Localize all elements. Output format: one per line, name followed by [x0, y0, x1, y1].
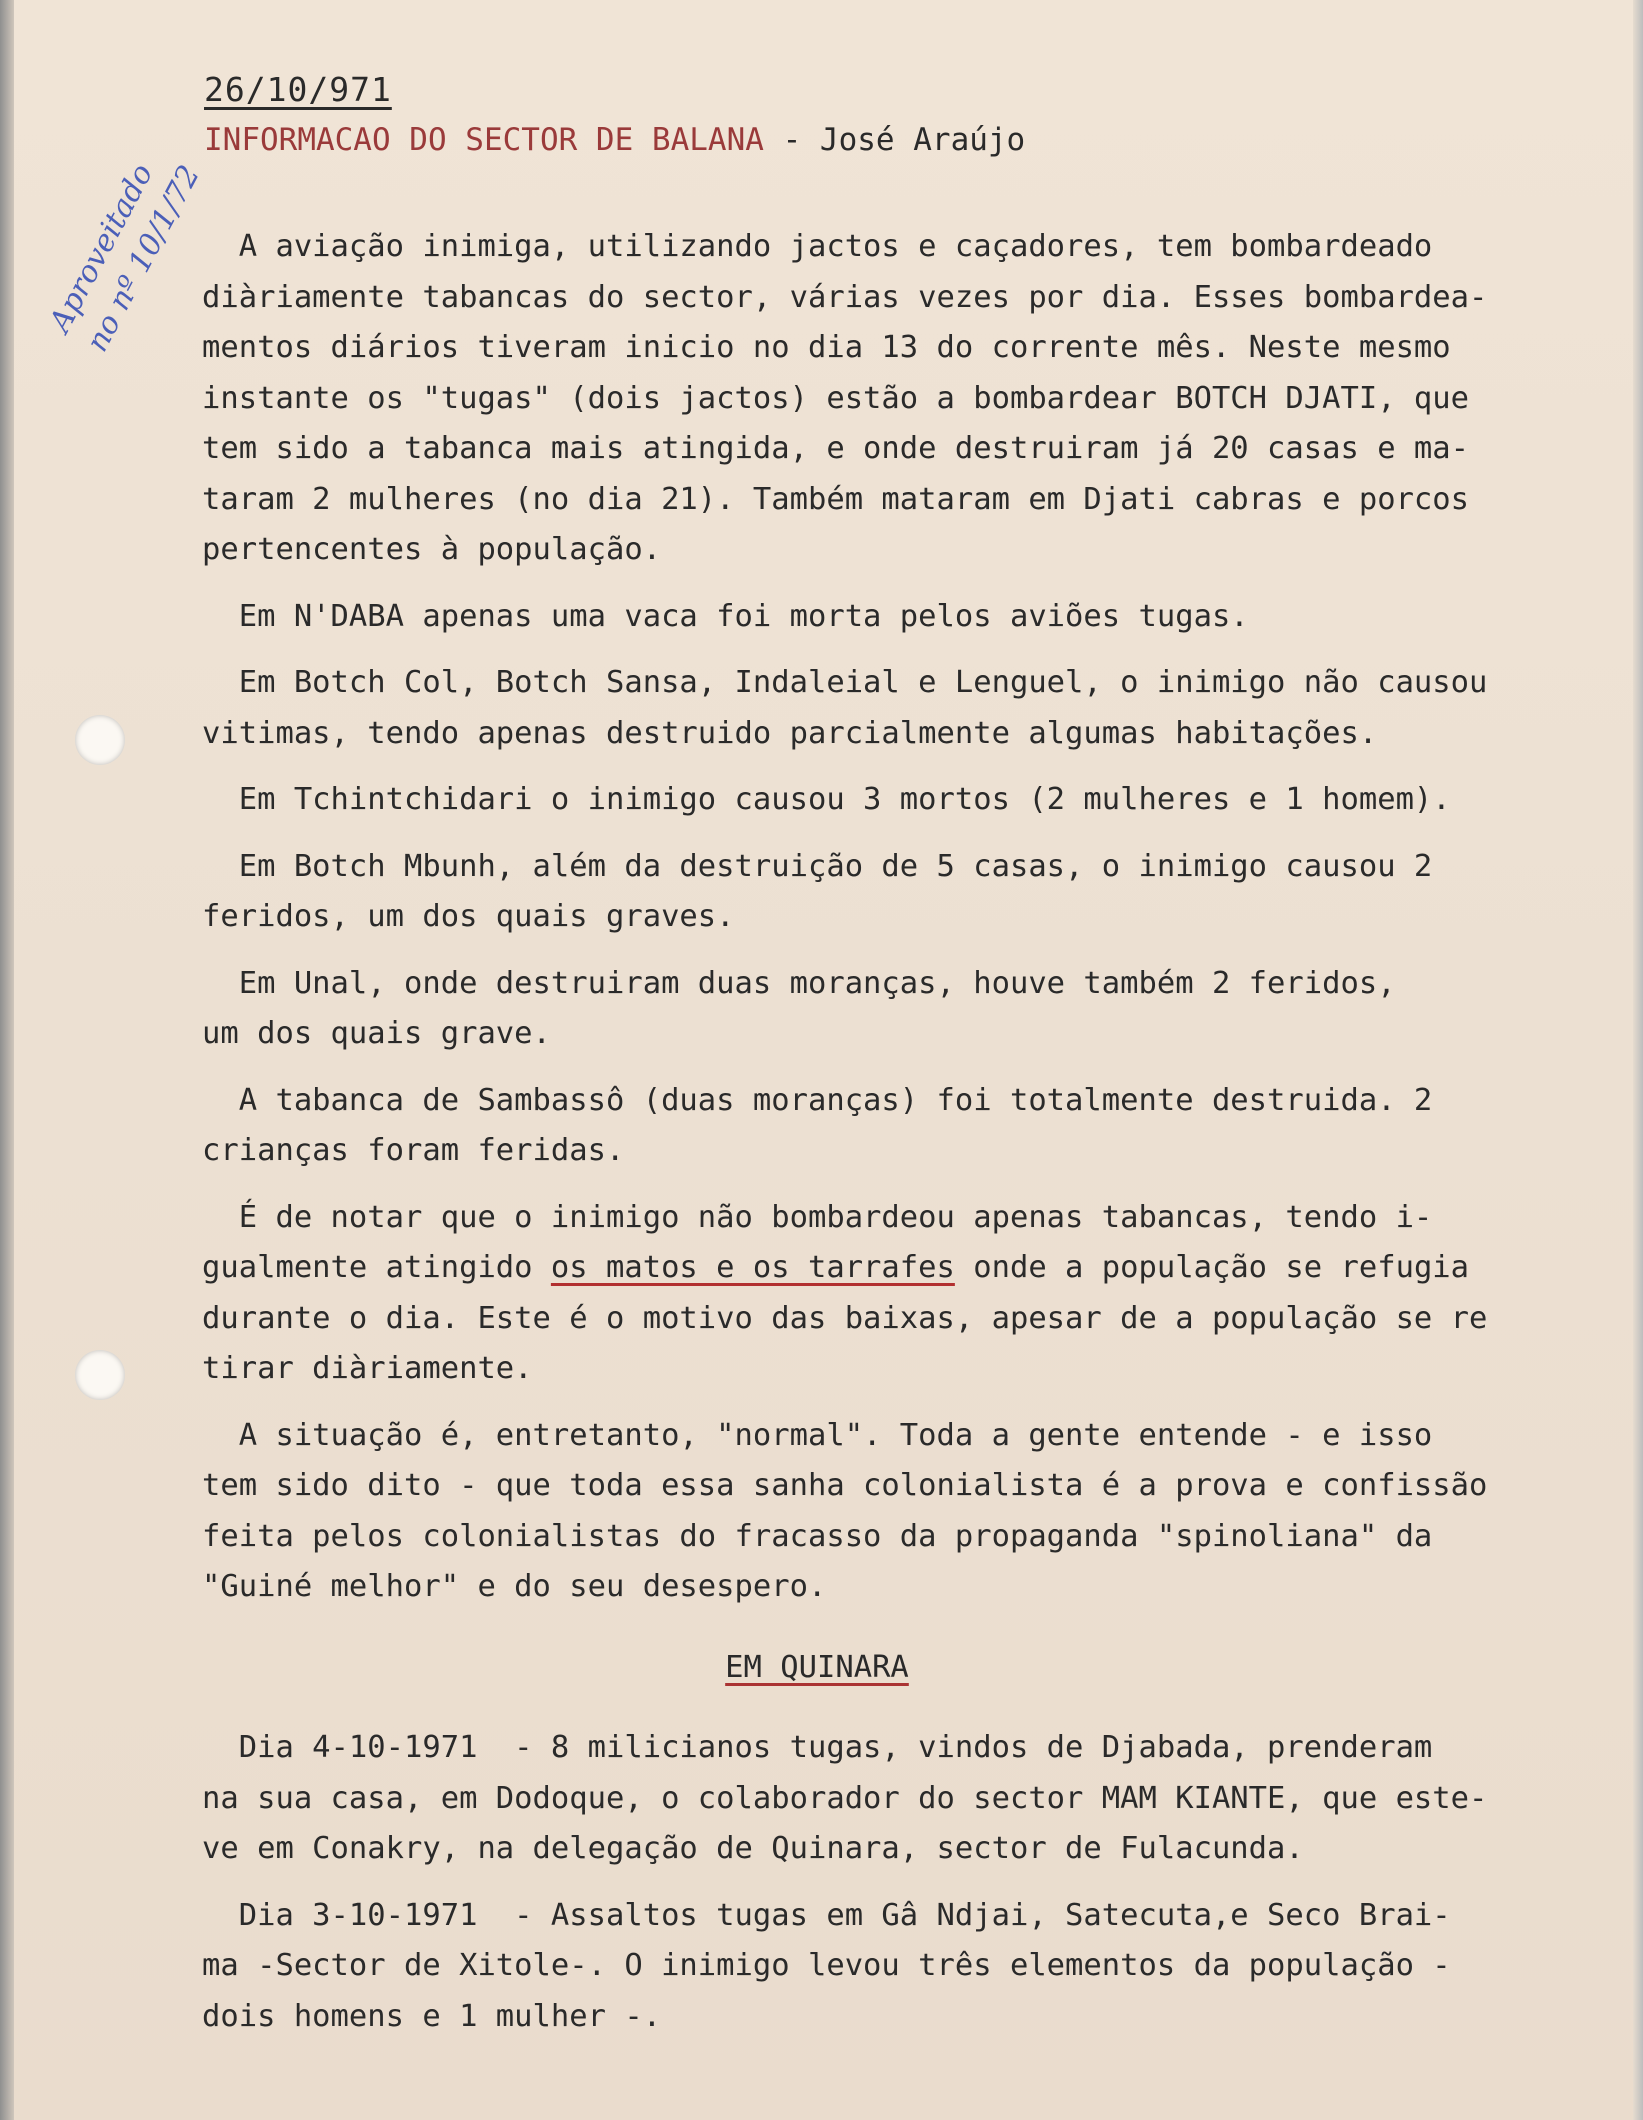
heading-title: INFORMACAO DO SECTOR DE BALANA	[204, 122, 764, 158]
body-line: ma -Sector de Xitole-. O inimigo levou três elementos da população -	[202, 1948, 1451, 1983]
body-line: durante o dia. Este é o motivo das baixas, apesar de a população se re	[202, 1300, 1488, 1336]
margin-note-text: Aproveitado no nº 10/1/72	[42, 158, 208, 358]
body-text: gualmente atingido	[202, 1250, 551, 1285]
handwritten-margin-note	[40, 139, 211, 360]
underlined-phrase: os matos e os tarrafes	[550, 1250, 955, 1285]
document-body	[202, 222, 1632, 2042]
body-line: Em Tchintchidari o inimigo causou 3 mortos (2 mulheres e 1 homem).	[202, 782, 1451, 817]
body-line: dois homens e 1 mulher -.	[202, 1998, 662, 2034]
body-line: um dos quais grave.	[202, 1016, 551, 1051]
body-line: A aviação inimiga, utilizando jactos e caçadores, tem bombardeado	[202, 229, 1433, 264]
section-heading-text: EM QUINARA	[725, 1649, 909, 1685]
page-edge-right	[1633, 0, 1643, 2120]
body-line: Em Unal, onde destruiram duas moranças, houve também 2 feridos,	[202, 965, 1396, 1001]
body-line: feridos, um dos quais graves.	[202, 899, 735, 934]
document-date: 26/10/971	[204, 70, 392, 109]
heading-dash: -	[763, 122, 820, 158]
heading-author: José Araújo	[819, 122, 1026, 158]
document-heading	[204, 122, 1025, 158]
body-line: vitimas, tendo apenas destruido parcialmente algumas habitações.	[202, 715, 1378, 751]
body-line: pertencentes à população.	[202, 532, 662, 567]
body-line-underlined	[202, 1243, 1632, 1294]
body-line: "Guiné melhor" e do seu desespero.	[202, 1569, 827, 1604]
body-line: taram 2 mulheres (no dia 21). Também mataram em Djati cabras e porcos	[202, 481, 1470, 517]
body-line: tem sido a tabanca mais atingida, e onde destruiram já 20 casas e ma-	[202, 431, 1470, 466]
body-line: tem sido dito - que toda essa sanha colonialista é a prova e confissão	[202, 1468, 1488, 1503]
body-line: instante os "tugas" (dois jactos) estão a bombardear BOTCH DJATI, que	[202, 380, 1470, 416]
body-line: diàriamente tabancas do sector, várias vezes por dia. Esses bombardea-	[202, 279, 1488, 315]
body-line: A situação é, entretanto, "normal". Toda a gente entende - e isso	[202, 1417, 1433, 1453]
body-line: crianças foram feridas.	[202, 1133, 625, 1168]
body-line: feita pelos colonialistas do fracasso da propaganda "spinoliana" da	[202, 1518, 1433, 1554]
punch-hole-lower	[75, 1350, 125, 1400]
section-heading	[202, 1643, 1432, 1694]
body-line: na sua casa, em Dodoque, o colaborador do sector MAM KIANTE, que este-	[202, 1780, 1488, 1816]
body-text: onde a população se refugia	[954, 1250, 1470, 1285]
body-line: Dia 3-10-1971 - Assaltos tugas em Gâ Ndjai, Satecuta,e Seco Brai-	[202, 1897, 1451, 1933]
body-line: Em Botch Col, Botch Sansa, Indaleial e Lenguel, o inimigo não causou	[202, 665, 1488, 700]
body-line: tirar diàriamente.	[202, 1351, 533, 1386]
body-line: A tabanca de Sambassô (duas moranças) foi totalmente destruida. 2	[202, 1082, 1433, 1118]
body-line: Dia 4-10-1971 - 8 milicianos tugas, vindos de Djabada, prenderam	[202, 1730, 1433, 1765]
body-line: mentos diários tiveram inicio no dia 13 do corrente mês. Neste mesmo	[202, 330, 1451, 365]
page-edge-left	[0, 0, 14, 2120]
body-line: Em Botch Mbunh, além da destruição de 5 casas, o inimigo causou 2	[202, 848, 1433, 884]
punch-hole-upper	[75, 715, 125, 765]
body-line: ve em Conakry, na delegação de Quinara, sector de Fulacunda.	[202, 1831, 1304, 1866]
body-line: Em N'DABA apenas uma vaca foi morta pelos aviões tugas.	[202, 598, 1249, 634]
body-line: É de notar que o inimigo não bombardeou apenas tabancas, tendo i-	[202, 1199, 1433, 1235]
